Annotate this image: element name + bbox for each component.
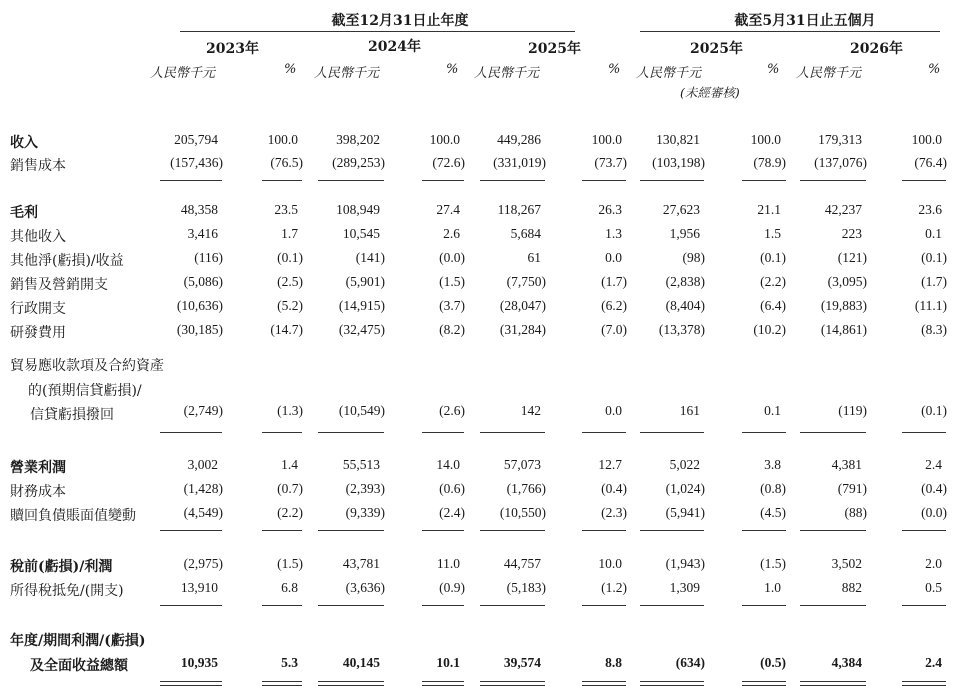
subtotal-rule — [422, 180, 464, 181]
row-value: 4,381 — [831, 457, 862, 472]
row-value: (0.6) — [439, 481, 465, 496]
subtotal-rule — [318, 530, 384, 531]
row-value: 118,267 — [497, 202, 541, 217]
subtotal-rule — [318, 180, 384, 181]
header-percent: % — [284, 62, 297, 77]
row-value: 6.8 — [281, 580, 298, 595]
row-value: 10.1 — [436, 655, 460, 670]
row-value: (289,253) — [332, 155, 385, 170]
row-value: (1.5) — [277, 556, 303, 571]
row-value: (1.2) — [601, 580, 627, 595]
row-value: (76.4) — [914, 155, 947, 170]
row-label: 銷售及營銷開支 — [10, 277, 108, 293]
row-label: 營業利潤 — [10, 460, 66, 476]
subtotal-rule — [582, 432, 626, 433]
row-label: 的(預期信貸虧損)/ — [28, 383, 142, 399]
row-value: 27,623 — [662, 202, 700, 217]
row-label: 及全面收益總額 — [30, 658, 128, 674]
row-value: (5,941) — [665, 505, 705, 520]
row-value: (2,975) — [183, 556, 223, 571]
row-value: (8,404) — [665, 298, 705, 313]
row-value: (2.3) — [601, 505, 627, 520]
row-value: 61 — [527, 250, 541, 265]
row-value: 0.1 — [764, 403, 781, 418]
subtotal-rule — [902, 530, 946, 531]
row-value: (121) — [837, 250, 867, 265]
subtotal-rule — [742, 530, 786, 531]
subtotal-rule — [318, 432, 384, 433]
subtotal-rule — [902, 432, 946, 433]
row-value: (1.5) — [760, 556, 786, 571]
subtotal-rule — [422, 605, 464, 606]
header-group-year-rule — [180, 31, 575, 32]
row-value: 2.4 — [925, 457, 942, 472]
row-value: (0.1) — [921, 250, 947, 265]
row-value: 23.6 — [918, 202, 942, 217]
subtotal-rule — [480, 432, 545, 433]
row-value: 142 — [520, 403, 541, 418]
row-value: (10,549) — [338, 403, 385, 418]
row-value: (4,549) — [183, 505, 223, 520]
row-label: 收入 — [10, 135, 38, 151]
row-value: 26.3 — [598, 202, 622, 217]
row-value: 2.6 — [443, 226, 460, 241]
row-value: 0.0 — [605, 250, 622, 265]
header-year: 2026年 — [850, 41, 903, 57]
row-label: 年度/期間利潤/(虧損) — [10, 633, 146, 649]
row-value: (2.2) — [760, 274, 786, 289]
total-double-rule — [262, 681, 302, 686]
row-value: 48,358 — [180, 202, 218, 217]
row-value: 2.4 — [925, 655, 942, 670]
header-unit: 人民幣千元 — [474, 66, 540, 81]
row-value: (78.9) — [753, 155, 786, 170]
row-value: (5,086) — [183, 274, 223, 289]
subtotal-rule — [582, 605, 626, 606]
row-value: (5,183) — [506, 580, 546, 595]
subtotal-rule — [480, 605, 545, 606]
row-value: (6.4) — [760, 298, 786, 313]
row-value: 2.0 — [925, 556, 942, 571]
row-value: 100.0 — [267, 132, 298, 147]
header-unaudited-note: (未經審核) — [680, 85, 740, 100]
subtotal-rule — [582, 180, 626, 181]
row-value: (0.1) — [277, 250, 303, 265]
subtotal-rule — [640, 605, 704, 606]
total-double-rule — [480, 681, 545, 686]
row-value: 4,384 — [831, 655, 862, 670]
row-value: (10,636) — [176, 298, 223, 313]
row-value: (32,475) — [338, 322, 385, 337]
row-value: (0.1) — [760, 250, 786, 265]
total-double-rule — [742, 681, 786, 686]
row-label: 所得稅抵免/(開支) — [10, 583, 124, 599]
row-value: (1.3) — [277, 403, 303, 418]
row-value: (5,901) — [345, 274, 385, 289]
subtotal-rule — [742, 432, 786, 433]
row-value: (2,749) — [183, 403, 223, 418]
subtotal-rule — [160, 530, 222, 531]
row-value: 3.8 — [764, 457, 781, 472]
total-double-rule — [902, 681, 946, 686]
header-group-year: 截至12月31日止年度 — [331, 13, 469, 29]
row-value: (2,393) — [345, 481, 385, 496]
row-value: (0.4) — [921, 481, 947, 496]
row-value: 10,545 — [342, 226, 380, 241]
header-percent: % — [608, 62, 621, 77]
row-value: (28,047) — [499, 298, 546, 313]
row-value: (10,550) — [499, 505, 546, 520]
row-value: (1.7) — [601, 274, 627, 289]
row-value: 10.0 — [598, 556, 622, 571]
row-label: 財務成本 — [10, 484, 66, 500]
row-value: 43,781 — [342, 556, 380, 571]
row-label: 其他收入 — [10, 229, 66, 245]
row-value: (0.1) — [921, 403, 947, 418]
subtotal-rule — [160, 180, 222, 181]
row-value: (0.0) — [439, 250, 465, 265]
row-value: (2.2) — [277, 505, 303, 520]
row-value: (1.5) — [439, 274, 465, 289]
row-value: (7.0) — [601, 322, 627, 337]
header-unit: 人民幣千元 — [796, 66, 862, 81]
row-value: 1.0 — [764, 580, 781, 595]
row-value: 205,794 — [174, 132, 218, 147]
subtotal-rule — [742, 605, 786, 606]
row-value: 0.5 — [925, 580, 942, 595]
row-value: (31,284) — [499, 322, 546, 337]
row-value: 10,935 — [180, 655, 218, 670]
subtotal-rule — [742, 180, 786, 181]
row-value: (0.8) — [760, 481, 786, 496]
row-value: (7,750) — [506, 274, 546, 289]
row-value: 1,956 — [669, 226, 700, 241]
row-value: 0.1 — [925, 226, 942, 241]
row-value: 1.7 — [281, 226, 298, 241]
row-value: 12.7 — [598, 457, 622, 472]
row-value: (119) — [838, 403, 867, 418]
row-value: 21.1 — [757, 202, 781, 217]
row-value: 398,202 — [336, 132, 380, 147]
row-value: 27.4 — [436, 202, 460, 217]
row-value: (4.5) — [760, 505, 786, 520]
subtotal-rule — [262, 530, 302, 531]
row-value: 1.4 — [281, 457, 298, 472]
header-percent: % — [928, 62, 941, 77]
row-value: (157,436) — [170, 155, 223, 170]
row-value: 3,502 — [831, 556, 862, 571]
subtotal-rule — [262, 605, 302, 606]
subtotal-rule — [800, 530, 866, 531]
row-value: 1.5 — [764, 226, 781, 241]
row-value: 100.0 — [591, 132, 622, 147]
subtotal-rule — [422, 530, 464, 531]
row-value: (331,019) — [493, 155, 546, 170]
row-value: (137,076) — [814, 155, 867, 170]
row-value: (791) — [837, 481, 867, 496]
row-value: (116) — [194, 250, 223, 265]
row-value: 57,073 — [503, 457, 541, 472]
row-label: 貿易應收款項及合約資產 — [10, 358, 164, 374]
row-label: 銷售成本 — [10, 158, 66, 174]
row-value: (141) — [355, 250, 385, 265]
row-value: (14,915) — [338, 298, 385, 313]
row-value: (11.1) — [914, 298, 947, 313]
row-value: 3,002 — [187, 457, 218, 472]
row-value: (3,095) — [827, 274, 867, 289]
header-year: 2025年 — [528, 41, 581, 57]
row-value: (0.0) — [921, 505, 947, 520]
row-value: 100.0 — [750, 132, 781, 147]
row-value: (1,943) — [665, 556, 705, 571]
row-value: (88) — [844, 505, 867, 520]
row-value: 108,949 — [336, 202, 380, 217]
subtotal-rule — [800, 180, 866, 181]
header-percent: % — [767, 62, 780, 77]
row-label: 毛利 — [10, 205, 38, 221]
row-value: 1,309 — [669, 580, 700, 595]
row-value: (103,198) — [652, 155, 705, 170]
row-value: (3.7) — [439, 298, 465, 313]
row-value: 179,313 — [818, 132, 862, 147]
row-value: 449,286 — [497, 132, 541, 147]
row-value: 130,821 — [656, 132, 700, 147]
header-group-five-months: 截至5月31日止五個月 — [734, 13, 876, 29]
header-unit: 人民幣千元 — [314, 66, 380, 81]
row-value: (8.3) — [921, 322, 947, 337]
row-value: (1,766) — [506, 481, 546, 496]
row-value: (1.7) — [921, 274, 947, 289]
row-label: 研發費用 — [10, 325, 66, 341]
row-value: (2.4) — [439, 505, 465, 520]
row-value: 40,145 — [342, 655, 380, 670]
subtotal-rule — [902, 605, 946, 606]
row-value: 5,684 — [510, 226, 541, 241]
header-year: 2024年 — [368, 39, 421, 55]
row-value: (14,861) — [820, 322, 867, 337]
row-value: (3,636) — [345, 580, 385, 595]
row-value: 39,574 — [503, 655, 541, 670]
row-value: (98) — [682, 250, 705, 265]
row-value: 44,757 — [503, 556, 541, 571]
row-value: (14.7) — [270, 322, 303, 337]
header-percent: % — [446, 62, 459, 77]
row-value: 100.0 — [911, 132, 942, 147]
row-label: 信貸虧損撥回 — [30, 407, 114, 423]
total-double-rule — [160, 681, 222, 686]
row-label: 其他淨(虧損)/收益 — [10, 253, 124, 269]
row-value: (76.5) — [270, 155, 303, 170]
row-value: (0.5) — [760, 655, 786, 670]
row-value: (0.4) — [601, 481, 627, 496]
row-value: (6.2) — [601, 298, 627, 313]
subtotal-rule — [160, 432, 222, 433]
row-value: (19,883) — [820, 298, 867, 313]
subtotal-rule — [262, 180, 302, 181]
row-value: 0.0 — [605, 403, 622, 418]
subtotal-rule — [800, 432, 866, 433]
row-value: 23.5 — [274, 202, 298, 217]
row-value: (10.2) — [753, 322, 786, 337]
header-unit: 人民幣千元 — [636, 66, 702, 81]
subtotal-rule — [480, 180, 545, 181]
header-year: 2025年 — [690, 41, 743, 57]
row-value: 5.3 — [281, 655, 298, 670]
row-value: (5.2) — [277, 298, 303, 313]
subtotal-rule — [262, 432, 302, 433]
subtotal-rule — [640, 432, 704, 433]
row-value: 223 — [841, 226, 862, 241]
row-value: (0.7) — [277, 481, 303, 496]
row-value: (0.9) — [439, 580, 465, 595]
row-value: 100.0 — [429, 132, 460, 147]
row-value: (9,339) — [345, 505, 385, 520]
row-label: 稅前(虧損)/利潤 — [10, 559, 113, 575]
row-value: (72.6) — [432, 155, 465, 170]
header-group-five-months-rule — [640, 31, 940, 32]
total-double-rule — [422, 681, 464, 686]
subtotal-rule — [318, 605, 384, 606]
subtotal-rule — [902, 180, 946, 181]
row-value: 3,416 — [187, 226, 218, 241]
row-value: (13,378) — [658, 322, 705, 337]
header-year: 2023年 — [206, 41, 259, 57]
total-double-rule — [582, 681, 626, 686]
subtotal-rule — [422, 432, 464, 433]
row-value: (30,185) — [176, 322, 223, 337]
row-label: 行政開支 — [10, 301, 66, 317]
row-value: 13,910 — [180, 580, 218, 595]
row-value: (634) — [675, 655, 705, 670]
total-double-rule — [800, 681, 866, 686]
row-value: (2.6) — [439, 403, 465, 418]
row-value: (8.2) — [439, 322, 465, 337]
header-unit: 人民幣千元 — [150, 66, 216, 81]
row-value: 5,022 — [669, 457, 700, 472]
subtotal-rule — [480, 530, 545, 531]
row-value: (2.5) — [277, 274, 303, 289]
subtotal-rule — [160, 605, 222, 606]
row-value: (1,428) — [183, 481, 223, 496]
row-value: 161 — [679, 403, 700, 418]
row-value: 8.8 — [605, 655, 622, 670]
row-value: 11.0 — [436, 556, 460, 571]
row-value: 1.3 — [605, 226, 622, 241]
row-label: 贖回負債賬面值變動 — [10, 508, 136, 524]
subtotal-rule — [640, 180, 704, 181]
row-value: (2,838) — [665, 274, 705, 289]
subtotal-rule — [582, 530, 626, 531]
row-value: 55,513 — [342, 457, 380, 472]
row-value: (1,024) — [665, 481, 705, 496]
row-value: 14.0 — [436, 457, 460, 472]
row-value: 882 — [841, 580, 862, 595]
row-value: 42,237 — [824, 202, 862, 217]
row-value: (73.7) — [594, 155, 627, 170]
subtotal-rule — [800, 605, 866, 606]
total-double-rule — [318, 681, 384, 686]
total-double-rule — [640, 681, 704, 686]
subtotal-rule — [640, 530, 704, 531]
